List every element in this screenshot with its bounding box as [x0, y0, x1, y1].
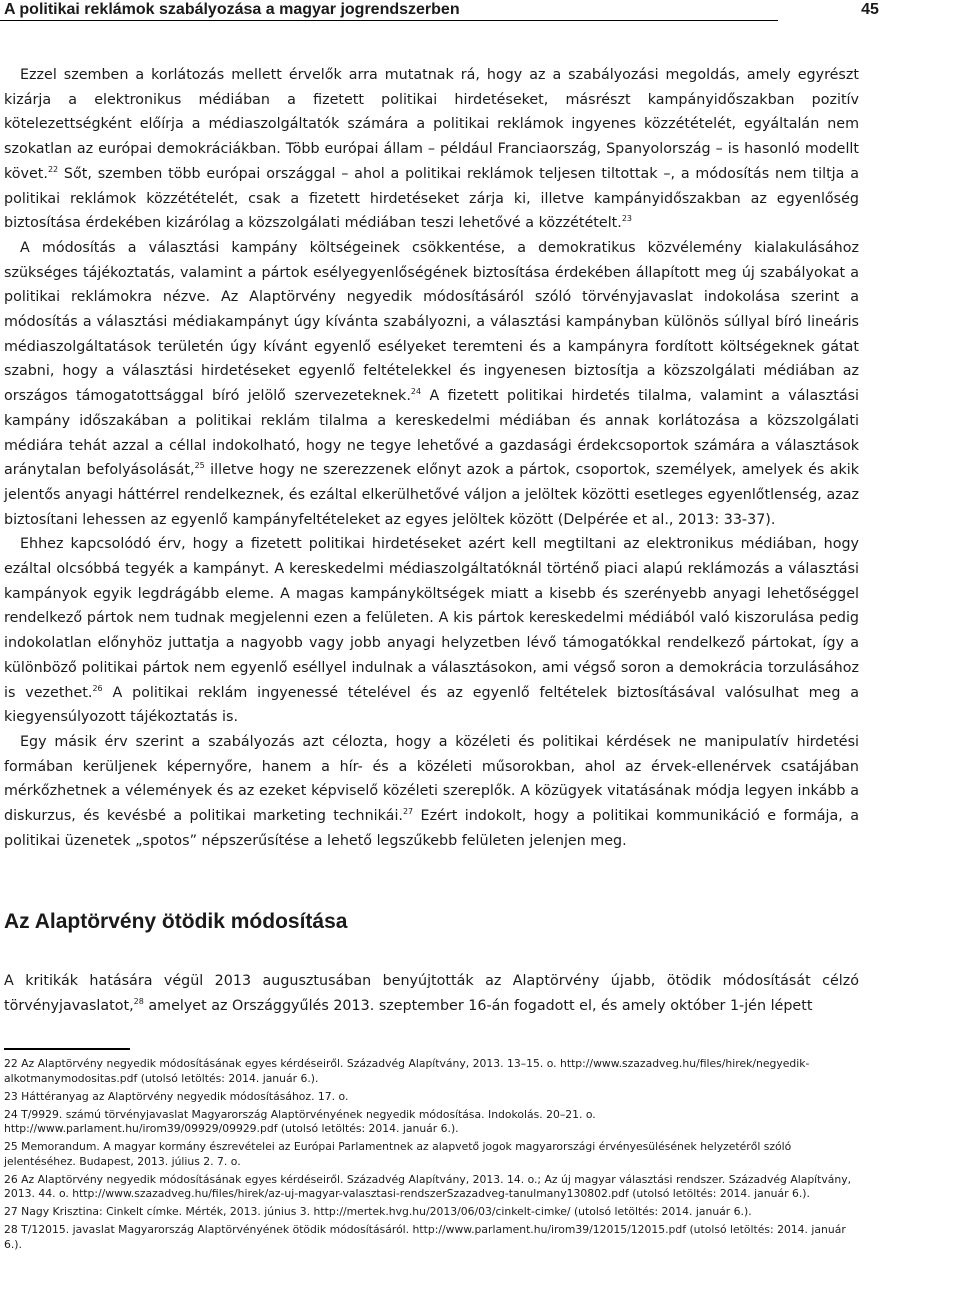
text-run: Ehhez kapcsolódó érv, hogy a fizetett politikai hirdetéseket azért kell megtiltani az elektronikus médiában, hogy ezáltal olcsóbbá tegyék a kampányt. A kereskedelmi médiaszolgáltatóknál történő piaci alapú reklámozás a választási kampányok egyik legdrágább eleme. A magas kampányköltségek miatt a kisebb és szerényebb anyagi lehetőséggel rendelkező pártok nem tudnak megjelenni ezen a felületen. A kis pártok kereskedelmi médiából való kiszorulása pedig indokolatlan előnyhöz juttatja a nagyobb vagy jobb anyagi helyzetben lévő támogatókkal rendelkező pártokat, így a különböző politikai pártok nem egyenlő eséllyel indulnak a választásokon, ami végső soron a demokrácia torzulásához is vezethet.: [4, 536, 859, 701]
footnote-ref: 24: [410, 387, 422, 397]
footnote-22: 22 Az Alaptörvény negyedik módosításának egyes kérdéseiről. Századvég Alapítvány, 2013. 13–15. o. http://www.szazadveg.hu/files/hirek/negyedik-alkotmanymodositas.pdf (utolsó letöltés: 2014. január 6.).: [4, 1057, 810, 1085]
text-run: A módosítás a választási kampány költségeinek csökkentése, a demokratikus közvélemény kialakulásához szükséges tájékoztatás, valamint a pártok esélyegyenlőségének biztosítása érdekében állapított meg új szabályokat a politikai reklámokra nézve. Az Alaptörvény negyedik módosításáról szóló törvényjavaslat indokolása szerint a módosítás a választási médiakampányt úgy kívánta szabályozni, a választási kampányban különös súllyal bíró lineáris médiaszolgáltatások területén úgy kívánt egyenlő esélyeket teremteni és a kampányra fordított költségeknek gátat szabni, hogy a választási hirdetéseket egyenlő feltételekkel és ingyenesen biztosítja a közszolgálati médiában az országos támogatottsággal bíró jelölő szervezeteknek.: [4, 239, 859, 405]
paragraph: [4, 236, 859, 532]
footnote-ref: 25: [194, 461, 205, 471]
text-run: A fizetett politikai hirdetés tilalma, valamint a választási kampány időszakában a politikai reklám tilalma a kereskedelmi médiában és annak korlátozása a közszolgálati médiára tehát azzal a céllal indokolható, hogy ne tegye lehetővé a gazdasági érdekcsoportok számára a választások aránytalan befolyásolását,: [4, 388, 859, 479]
footnote-ref: 22: [47, 164, 59, 174]
text-run: Ezért indokolt, hogy a politikai kommunikáció e formája, a politikai üzenetek „spotos” népszerűsítése a lehető legszűkebb felületen jelenjen meg.: [4, 808, 859, 849]
text-run: Ezzel szemben a korlátozás mellett érvelők arra mutatnak rá, hogy az a szabályozási megoldás, amely egyrészt kizárja a elektronikus médiában a fizetett politikai hirdetéseket, másrészt kampányidőszakban pozitív kötelezettségként előírja a médiaszolgáltatók számára a politikai reklámok ingyenes közzétételét, egyáltalán nem szokatlan az európai demokráciákban. Több európai állam – például Franciaország, Spanyolország – is hasonló modellt követ.: [4, 67, 859, 182]
text-run: A politikai reklám ingyenessé tételével és az egyenlő feltételek biztosításával valósulhat meg a kiegyensúlyozott tájékoztatás is.: [4, 684, 859, 726]
footnote-25: 25 Memorandum. A magyar kormány észrevételei az Európai Parlamentnek az alapvető jogok magyarországi érvényesülésének helyzetéről szóló jelentéséhez. Budapest, 2013. július 2. 7. o.: [4, 1140, 792, 1168]
running-title: A politikai reklámok szabályozása a magyar jogrendszerben: [4, 1, 460, 18]
main-text: [4, 63, 859, 854]
header-rule: [0, 20, 778, 21]
footnote-rule: [4, 1048, 130, 1050]
text-run: A kritikák hatására végül 2013 augusztusában benyújtották az Alaptörvény újabb, ötödik módosítását célzó törvényjavaslatot,: [4, 973, 859, 1014]
footnote-26: 26 Az Alaptörvény negyedik módosításának egyes kérdéseiről. Századvég Alapítvány, 2013. 14. o.; Az új magyar választási rendszer. Századvég Alapítvány, 2013. 44. o. http://www.szazadveg.hu/files/hirek/az-uj-magyar-valasztasi-rendszerSzazadveg-tanulmany130802.pdf (utolsó letöltés: 2014. január 6.).: [4, 1172, 852, 1200]
text-run: amelyet az Országgyűlés 2013. szeptember 16-án fogadott el, és amely október 1-jén lépett: [143, 997, 813, 1014]
section-heading: Az Alaptörvény ötödik módosítása: [4, 910, 348, 933]
paragraph: [4, 532, 859, 730]
paragraph: [4, 63, 859, 236]
text-run: Sőt, szemben több európai országgal – ahol a politikai reklámok teljesen tiltottak –, a módosítás nem tiltja a politikai reklámok közzétételét, csak a fizetett hirdetéseket zárja ki, illetve kampányidőszakban az egyenlőség biztosítása érdekében kizárólag a közszolgálati médiában teszi lehetővé a közzétételt.: [4, 165, 859, 232]
paragraph: [4, 730, 859, 854]
page-number: 45: [861, 1, 879, 18]
footnote-ref: 28: [133, 996, 144, 1006]
section-body: [4, 969, 859, 1018]
footnotes: [4, 1057, 860, 1256]
footnote-ref: 27: [402, 807, 414, 817]
footnote-24: 24 T/9929. számú törvényjavaslat Magyarország Alaptörvényének negyedik módosítása. Indokolás. 20–21. o. http://www.parlament.hu/irom39/09929/09929.pdf (utolsó letöltés: 2014. január 6.).: [4, 1107, 596, 1135]
footnote-ref: 26: [92, 683, 103, 693]
footnote-27: 27 Nagy Krisztina: Cinkelt címke. Mérték, 2013. június 3. http://mertek.hvg.hu/2013/06/03/cinkelt-cimke/ (utolsó letöltés: 2014. január 6.).: [4, 1205, 752, 1218]
footnote-ref: 23: [621, 214, 633, 224]
page-header: [0, 0, 960, 24]
text-run: Egy másik érv szerint a szabályozás azt célozta, hogy a közéleti és politikai kérdések ne manipulatív hirdetési formában kerüljenek képernyőre, hanem a hír- és a közéleti műsorokban, ahol az érvek-ellenérvek csatájában mérkőzhetnek a vélemények és az ezeket képviselő közéleti szereplők. A közügyek vitatásának módja legyen inkább a diskurzus, és kevésbé a politikai marketing technikái.: [4, 733, 859, 825]
paragraph: [4, 969, 859, 1018]
footnote-23: 23 Háttéranyag az Alaptörvény negyedik módosításához. 17. o.: [4, 1089, 349, 1103]
text-run: illetve hogy ne szerezzenek előnyt azok a pártok, csoportok, személyek, amelyek és akik jelentős anyagi háttérrel rendelkeznek, és ezáltal elkerülhetővé váljon a jelöltek közötti esetleges egyenlőtlenség, azaz biztosítani lehessen az egyenlő kampányfeltételeket az egyes jelöltek között (Delpérée et al., 2013: 33-37).: [4, 462, 859, 528]
footnote-28: 28 T/12015. javaslat Magyarország Alaptörvényének ötödik módosításáról. http://www.parlament.hu/irom39/12015/12015.pdf (utolsó letöltés: 2014. január 6.).: [4, 1223, 846, 1251]
